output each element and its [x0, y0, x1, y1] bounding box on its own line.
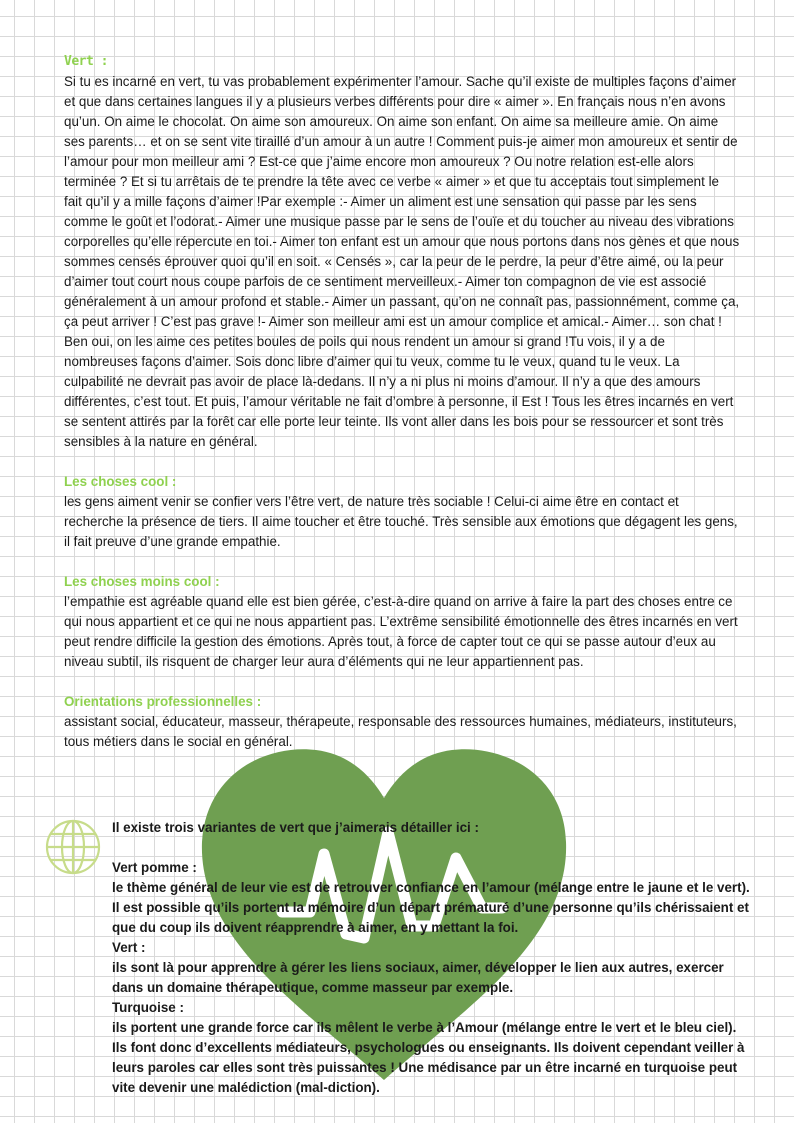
variant-name: Turquoise :: [112, 1000, 184, 1015]
section-text: assistant social, éducateur, masseur, thérapeute, responsable des ressources humaines, médiateurs, instituteurs, tous métiers dans le social en général.: [64, 714, 737, 749]
section-heading: Les choses moins cool :: [64, 574, 220, 589]
section-orientations: [64, 692, 740, 752]
globe-icon: [44, 818, 102, 876]
variant-text: le thème général de leur vie est de retrouver confiance en l’amour (mélange entre le jaune et le vert). Il est possible qu’ils portent la mémoire d’un départ prématuré d’une personne qu’ils chérissaient et que du coup ils doivent réapprendre à aimer, en y mettant la foi.: [112, 880, 750, 935]
section-choses-cool: [64, 472, 740, 552]
section-vert: [64, 52, 740, 452]
section-heading: Les choses cool :: [64, 474, 177, 489]
section-heading: Orientations professionnelles :: [64, 694, 262, 709]
variant-text: ils sont là pour apprendre à gérer les liens sociaux, aimer, développer le lien aux autres, exercer dans un domaine thérapeutique, comme masseur par exemple.: [112, 960, 724, 995]
variants-intro: Il existe trois variantes de vert que j’aimerais détailler ici :: [112, 820, 479, 835]
section-text: les gens aiment venir se confier vers l’être vert, de nature très sociable ! Celui-ci aime être en contact et recherche la présence de tiers. Il aime toucher et être touché. Très sensible aux émotions que dégagent les gens, il fait preuve d’une grande empathie.: [64, 494, 738, 549]
main-content: [64, 52, 740, 772]
variant-name: Vert :: [112, 940, 146, 955]
section-text: Si tu es incarné en vert, tu vas probablement expérimenter l’amour. Sache qu’il existe de multiples façons d’aimer et que dans certaines langues il y a plusieurs verbes différents pour dire « aimer ». En français nous n’en avons qu’un. On aime le chocolat. On aime son amoureux. On aime son enfant. On aime sa meilleure amie. On aime ses parents… et on se sent vite tiraillé d’un amour à un autre ! Comment puis-je aimer mon amoureux et sentir de l’amour pour mon meilleur ami ? Est-ce que j’aime encore mon amoureux ? Ou notre relation est-elle alors terminée ? Et si tu arrêtais de te prendre la tête avec ce verbe « aimer » et que tu acceptais tout simplement le fait qu’il y a mille façons d’aimer !Par exemple :- Aimer un aliment est une sensation qui passe par les sens comme le goût et l’odorat.- Aimer une musique passe par le sens de l’ouïe et du toucher au niveau des vibrations corporelles qu’elle répercute en toi.- Aimer ton enfant est un amour que nous portons dans nos gènes et que nous sommes censés éprouver quoi qu’il en soit. « Censés », car la peur de le perdre, la peur d’être aimé, ou la peur d’aimer tout court nous coupe parfois de ce sentiment merveilleux.- Aimer ton compagnon de vie est associé généralement à un amour profond et stable.- Aimer un passant, qu’on ne connaît pas, passionnément, comme ça, ça peut arriver ! C’est pas grave !- Aimer son meilleur ami est un amour complice et amical.- Aimer… son chat ! Ben oui, on les aime ces petites boules de poils qui nous rendent un amour si grand !Tu vois, il y a de nombreuses façons d’aimer. Sois donc libre d’aimer qui tu veux, comme tu le veux, quand tu le veux. La culpabilité ne devrait pas avoir de place là-dedans. Il n’y a ni plus ni moins d’amour. Il n’y a que des amours différentes, c’est tout. Et puis, l’amour véritable ne fait d’ombre à personne, il Est ! Tous les êtres incarnés en vert se sentent attirés par la forêt car elle porte leur teinte. Ils vont aller dans les bois pour se ressourcer et sont très sensibles à la nature en général.: [64, 74, 740, 449]
variant-name: Vert pomme :: [112, 860, 197, 875]
section-choses-moins-cool: [64, 572, 740, 672]
variant-text: ils portent une grande force car ils mêlent le verbe à l’Amour (mélange entre le vert et le bleu ciel). Ils font donc d’excellents médiateurs, psychologues ou enseignants. Ils doivent cependant veiller à leurs paroles car elles sont très puissantes ! Une médisance par un être incarné en turquoise peut vite devenir une malédiction (mal-diction).: [112, 1020, 745, 1095]
variants-block: [112, 818, 752, 1098]
section-text: l’empathie est agréable quand elle est bien gérée, c’est-à-dire quand on arrive à faire la part des choses entre ce qui nous appartient et ce qui ne nous appartient pas. L’extrême sensibilité émotionnelle des êtres incarnés en vert peut rendre difficile la gestion des émotions. Après tout, à force de capter tout ce qui se passe autour d’eux au niveau subtil, ils risquent de charger leur aura d’éléments qui ne leur appartiennent pas.: [64, 594, 738, 669]
section-heading: Vert :: [64, 54, 108, 69]
